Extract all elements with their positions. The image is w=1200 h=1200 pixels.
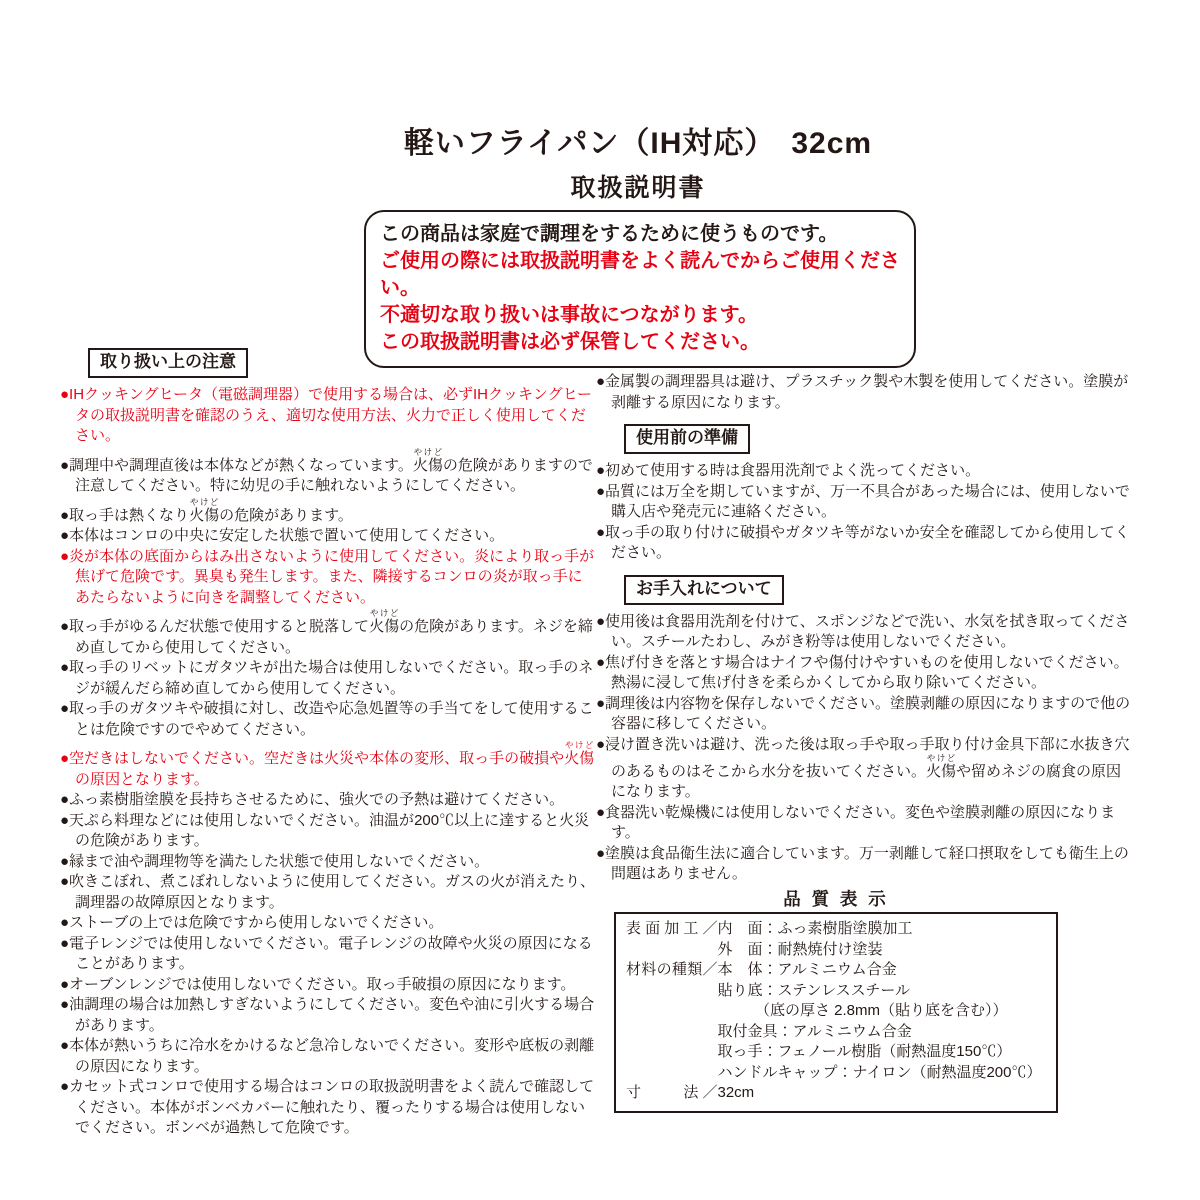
- product-title: 軽いフライパン（IH対応） 32cm: [403, 127, 873, 160]
- left-column: [60, 348, 596, 1139]
- handling-item: ●ふっ素樹脂塗膜を長持ちさせるために、強火での予熱は避けてください。: [60, 791, 565, 808]
- handling-item: ●電子レンジでは使用しないでください。電子レンジの故障や火災の原因になることがあります。: [60, 934, 593, 972]
- warning-line: この商品は家庭で調理をするために使うものです。: [380, 223, 839, 245]
- handling-item: ●本体が熱いうちに冷水をかけるなど急冷しないでください。変形や底板の剥離の原因になります。: [60, 1037, 595, 1075]
- spec-value: （底の厚さ 2.8mm（貼り底を含む））: [717, 1002, 1008, 1019]
- handling-item: ●IHクッキングヒータ（電磁調理器）で使用する場合は、必ずIHクッキングヒータの取扱説明書を確認のうえ、適切な使用方法、火力で正しく使用してください。: [60, 386, 592, 444]
- spec-head: [626, 940, 718, 961]
- spec-head: [626, 1001, 718, 1022]
- spec-row: [626, 1042, 1048, 1063]
- spec-value: ハンドルキャップ：ナイロン（耐熱温度200℃）: [717, 1063, 1042, 1081]
- spec-head: 寸 法／: [626, 1084, 718, 1101]
- care-item: ●塗膜は食品衛生法に適合しています。万一剥離して経口摂取をしても衛生上の問題はありません。: [596, 844, 1129, 882]
- spec-row: [626, 1063, 1048, 1084]
- section-heading-preparation: 使用前の準備: [624, 424, 750, 454]
- spec-row: [626, 1001, 1048, 1022]
- spec-head: [626, 1063, 718, 1084]
- preparation-item: ●品質には万全を期していますが、万一不具合があった場合には、使用しないで購入店や発売元に連絡ください。: [596, 482, 1130, 520]
- spec-value: 内 面：ふっ素樹脂塗膜加工: [717, 920, 913, 937]
- quality-section: [614, 889, 1058, 1113]
- handling-item: ●天ぷら料理などには使用しないでください。油温が200℃以上に達すると火災の危険があります。: [60, 811, 590, 849]
- spec-head: [626, 981, 718, 1002]
- handling-item: ●取っ手は熱くなり火傷やけどの危険があります。: [60, 496, 353, 524]
- handling-item: ●オーブンレンジでは使用しないでください。取っ手破損の原因になります。: [60, 975, 576, 993]
- right-column: [596, 372, 1136, 1113]
- warning-line: 不適切な取り扱いは事故につながります。: [380, 304, 758, 326]
- spec-value: 取っ手：フェノール樹脂（耐熱温度150℃）: [717, 1043, 1012, 1060]
- handling-item: ●空だきはしないでください。空だきは火災や本体の変形、取っ手の破損や火傷やけどの原因となります。: [60, 740, 595, 788]
- handling-item: ●調理中や調理直後は本体などが熱くなっています。火傷やけどの危険がありますので注意してください。特に幼児の手に触れないようにしてください。: [60, 446, 593, 494]
- spec-head: [626, 1042, 718, 1063]
- spec-row: [626, 919, 1048, 940]
- care-item: ●使用後は食器用洗剤を付けて、スポンジなどで洗い、水気を拭き取ってください。スチールたわし、みがき粉等は使用しないでください。: [596, 612, 1130, 650]
- warning-line: ご使用の際には取扱説明書をよく読んでからご使用ください。: [380, 250, 900, 299]
- warning-box: [364, 210, 916, 368]
- care-item: ●焦げ付きを落とす場合はナイフや傷付けやすいものを使用しないでください。熱湯に浸して焦げ付きを柔らかくしてから取り除いてください。: [596, 653, 1129, 691]
- handling-item: ●金属製の調理器具は避け、プラスチック製や木製を使用してください。塗膜が剥離する原因になります。: [596, 373, 1129, 411]
- handling-item: ●本体はコンロの中央に安定した状態で置いて使用してください。: [60, 527, 505, 544]
- spec-row: [626, 1083, 1048, 1104]
- spec-value: 貼り底：ステンレススチール: [717, 981, 911, 999]
- quality-title: 品 質 表 示: [783, 888, 889, 909]
- spec-value: 外 面：耐熱焼付け塗装: [717, 940, 883, 958]
- spec-value: 32cm: [717, 1084, 755, 1101]
- spec-value: 本 体：アルミニウム合金: [717, 961, 897, 978]
- handling-item: ●炎が本体の底面からはみ出さないように使用してください。炎により取っ手が焦げて危険です。異臭も発生します。また、隣接するコンロの炎が取っ手にあたらないように向きを調整してください。: [60, 547, 595, 606]
- document-title: 取扱説明書: [570, 174, 706, 202]
- handling-item: ●縁まで油や調理物等を満たした状態で使用しないでください。: [60, 852, 490, 870]
- care-item: ●浸け置き洗いは避け、洗った後は取っ手や取っ手取り付け金具下部に水抜き穴のあるものはそこから水分を抜いてください。火傷やけどや留めネジの腐食の原因になります。: [596, 735, 1130, 800]
- spec-row: [626, 981, 1048, 1002]
- spec-row: [626, 1022, 1048, 1043]
- spec-head: 材料の種類／: [626, 961, 718, 978]
- spec-value: 取付金具：アルミニウム合金: [717, 1022, 912, 1040]
- handling-item: ●油調理の場合は加熱しすぎないようにしてください。変色や油に引火する場合があります。: [60, 996, 595, 1034]
- spec-row: [626, 940, 1048, 961]
- handling-item: ●取っ手のガタツキや破損に対し、改造や応急処置等の手当てをして使用することは危険ですのでやめてください。: [60, 700, 594, 738]
- spec-head: 表面加工／: [626, 920, 718, 937]
- quality-spec-box: [614, 912, 1058, 1113]
- spec-head: [626, 1022, 718, 1043]
- handling-item: ●ストーブの上では危険ですから使用しないでください。: [60, 914, 444, 931]
- care-item: ●調理後は内容物を保存しないでください。塗膜剥離の原因になりますので他の容器に移してください。: [596, 694, 1131, 732]
- warning-line: この取扱説明書は必ず保管してください。: [380, 331, 760, 353]
- preparation-item: ●初めて使用する時は食器用洗剤でよく洗ってください。: [596, 462, 981, 479]
- section-heading-handling: 取り扱い上の注意: [88, 348, 248, 378]
- section-heading-care: お手入れについて: [624, 575, 784, 605]
- handling-item: ●カセット式コンロで使用する場合はコンロの取扱説明書をよく読んで確認してください。本体がボンベカバーに触れたり、覆ったりする場合は使用しないでください。ボンベが過熱して危険です。: [60, 1078, 595, 1136]
- handling-item: ●取っ手のリベットにガタツキが出た場合は使用しないでください。取っ手のネジが緩んだら締め直してから使用してください。: [60, 659, 594, 697]
- care-item: ●食器洗い乾燥機には使用しないでください。変色や塗膜剥離の原因になります。: [596, 803, 1116, 841]
- preparation-item: ●取っ手の取り付けに破損やガタツキ等がないか安全を確認してから使用してください。: [596, 523, 1130, 561]
- spec-row: [626, 960, 1048, 981]
- handling-item: ●吹きこぼれ、煮こぼれしないように使用してください。ガスの火が消えたり、調理器の故障原因となります。: [60, 873, 595, 911]
- handling-item: ●取っ手がゆるんだ状態で使用すると脱落して火傷やけどの危険があります。ネジを締め直してから使用してください。: [60, 608, 593, 656]
